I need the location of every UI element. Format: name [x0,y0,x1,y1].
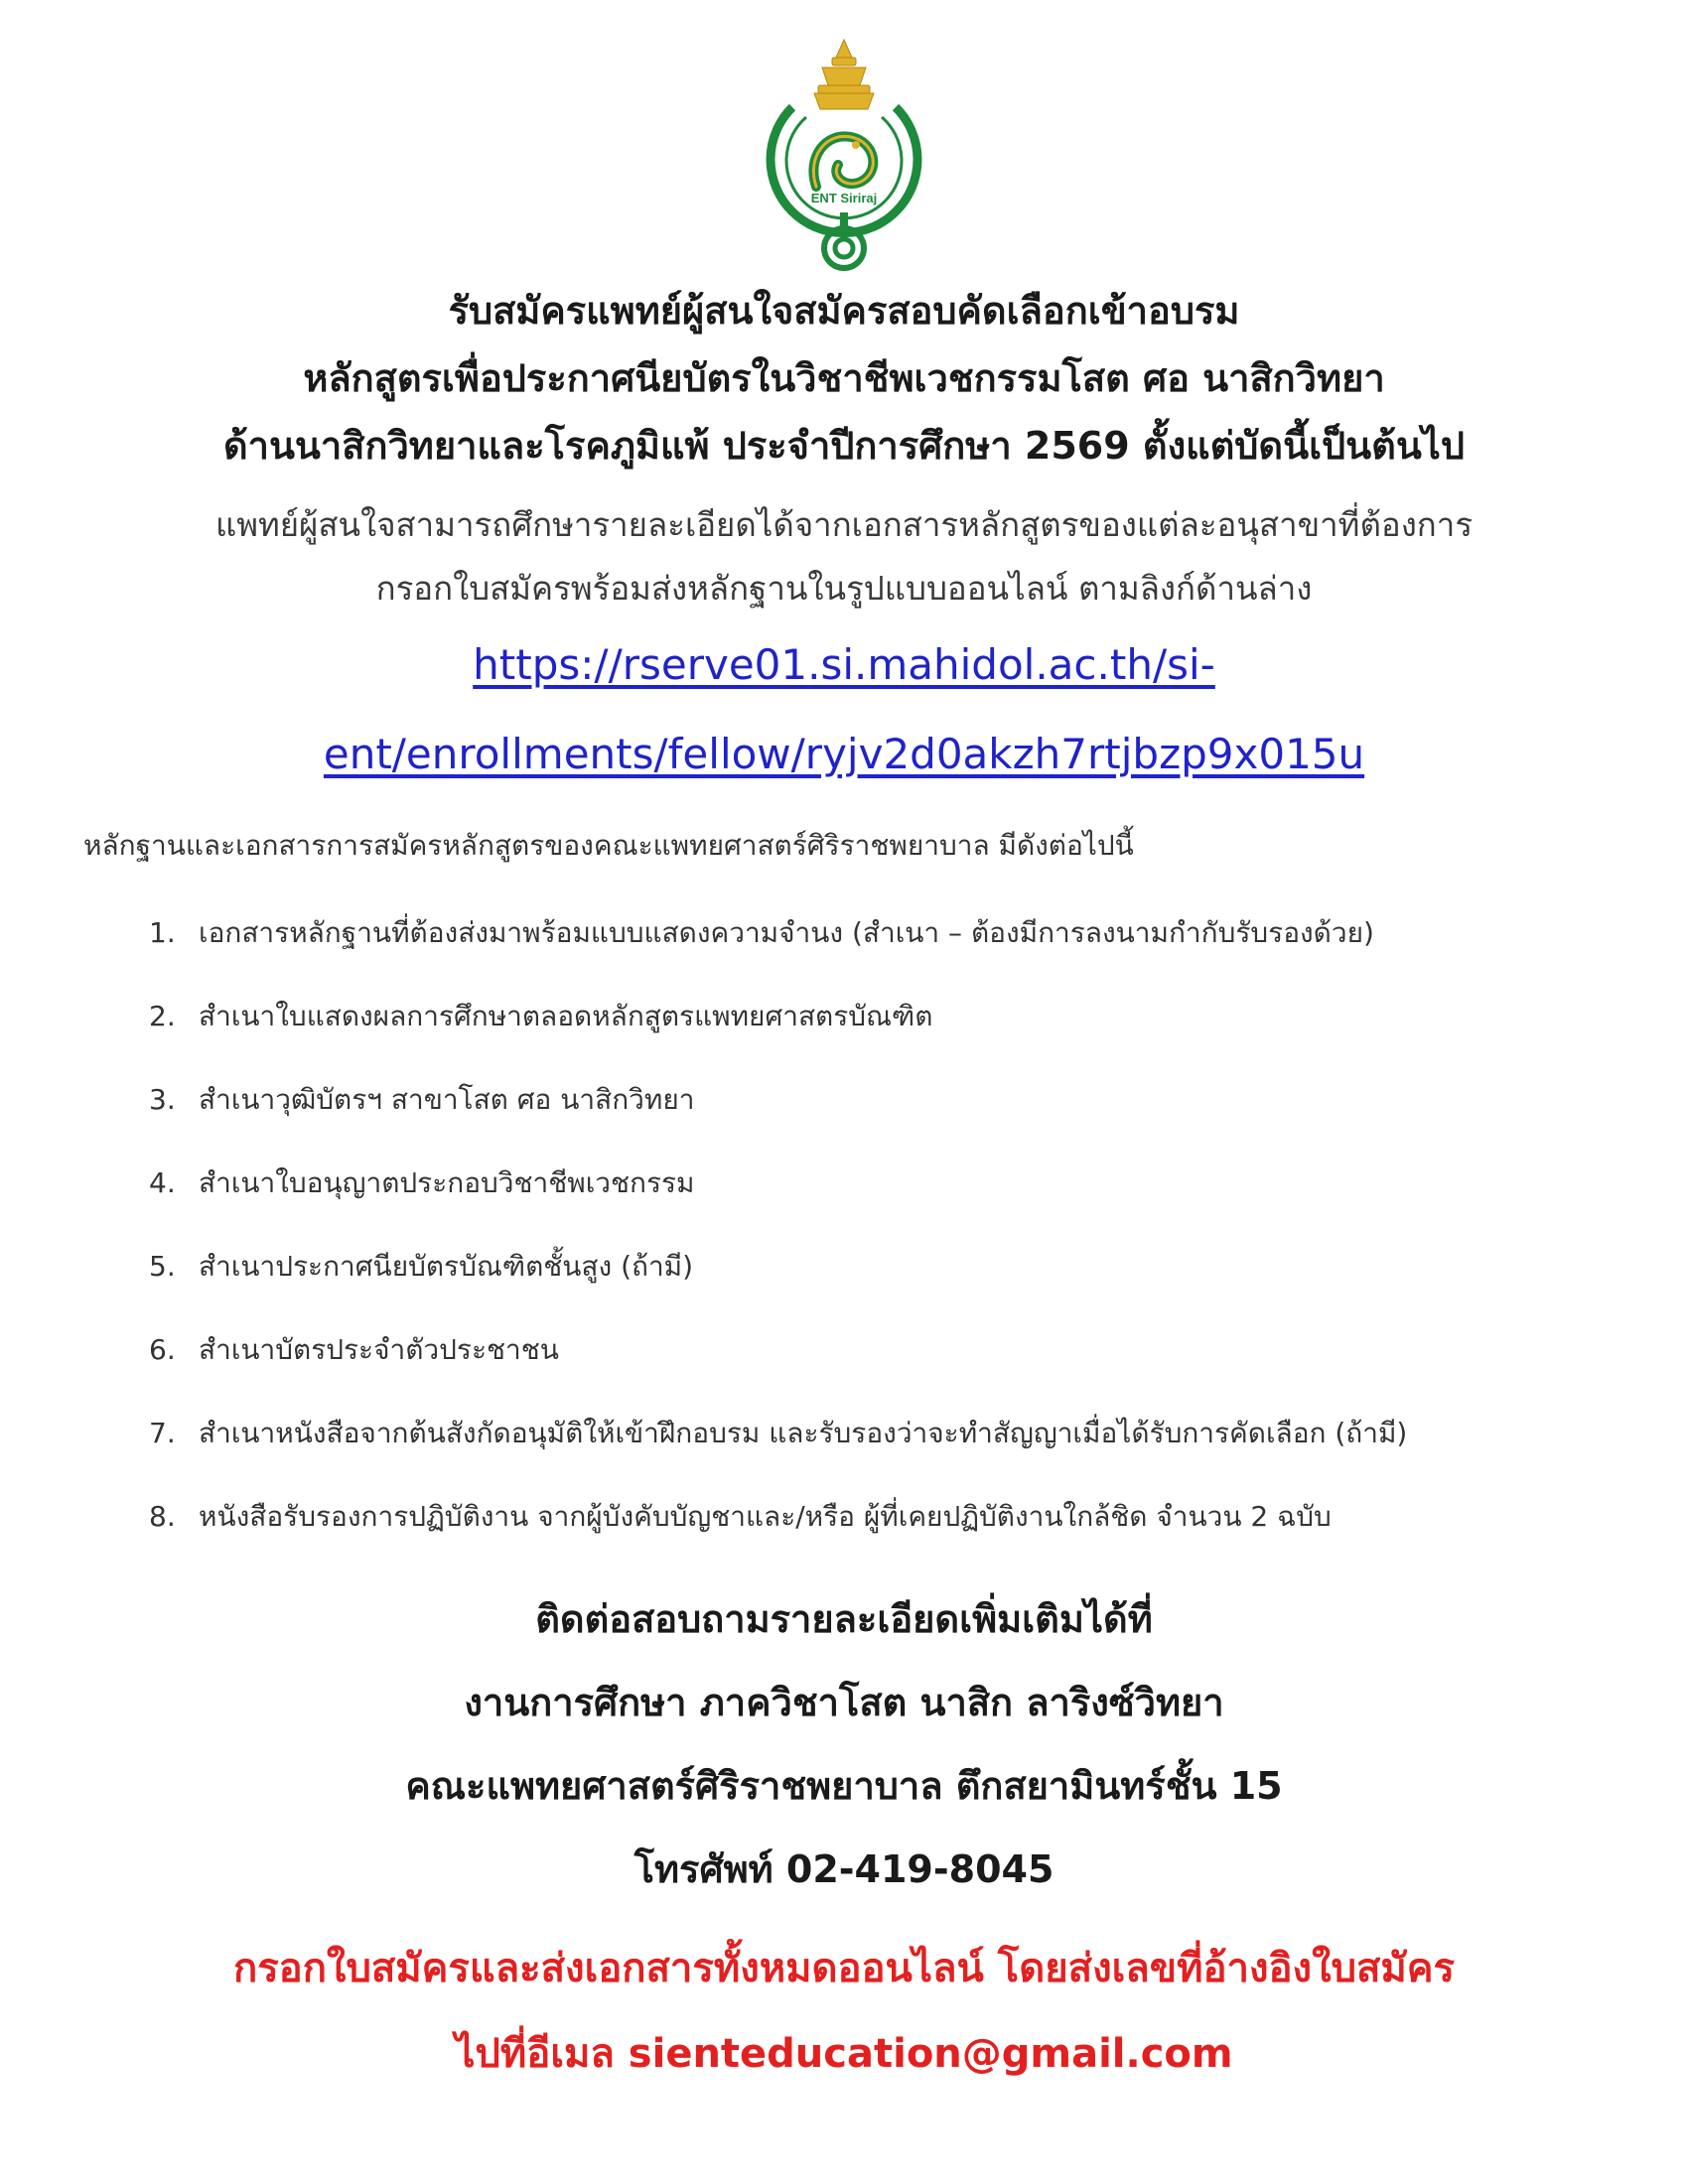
application-link-line-2-wrap [0,730,1688,778]
notice-email: ไปที่อีเมล sienteducation@gmail.com [455,2031,1233,2077]
application-link-line-1-wrap [0,640,1688,689]
contact-line-1: ติดต่อสอบถามรายละเอียดเพิ่มเติมได้ที่ [535,1597,1153,1641]
naga-emblem [813,136,873,187]
list-item: 8. หนังสือรับรองการปฏิบัติงาน จากผู้บังคับบัญชาและ/หรือ ผู้ที่เคยปฏิบัติงานใกล้ชิด จำนวน 2 ฉบับ [149,1500,1332,1533]
subheading-line-1: แพทย์ผู้สนใจสามารถศึกษารายละเอียดได้จากเอกสารหลักสูตรของแต่ละอนุสาขาที่ต้องการ [214,505,1474,544]
list-item: 1. เอกสารหลักฐานที่ต้องส่งมาพร้อมแบบแสดงความจำนง (สำเนา – ต้องมีการลงนามกำกับรับรองด้วย) [149,916,1374,949]
application-link-line-1[interactable]: https://rserve01.si.mahidol.ac.th/si- [473,640,1215,689]
subheading-line-2: กรอกใบสมัครพร้อมส่งหลักฐานในรูปแบบออนไลน์ ตามลิงก์ด้านล่าง [375,569,1313,608]
notice-line-1: กรอกใบสมัครและส่งเอกสารทั้งหมดออนไลน์ โดยส่งเลขที่อ้างอิงใบสมัคร [232,1946,1456,1991]
heading-line-3: ด้านนาสิกวิทยาและโรคภูมิแพ้ ประจำปีการศึกษา 2569 ตั้งแต่บัดนี้เป็นต้นไป [222,424,1466,468]
list-item: 6. สำเนาบัตรประจำตัวประชาชน [149,1333,559,1366]
contact-line-2: งานการศึกษา ภาควิชาโสต นาสิก ลาริงซ์วิทยา [464,1681,1224,1724]
crown-icon [814,40,874,109]
list-item: 5. สำเนาประกาศนียบัตรบัณฑิตชั้นสูง (ถ้ามี) [149,1250,694,1283]
list-item: 3. สำเนาวุฒิบัตรฯ สาขาโสต ศอ นาสิกวิทยา [149,1083,695,1116]
ent-siriraj-logo [757,38,931,272]
application-link-line-2[interactable]: ent/enrollments/fellow/ryjv2d0akzh7rtjbzp9x015u [323,730,1365,778]
list-item: 7. สำเนาหนังสือจากต้นสังกัดอนุมัติให้เข้าฝึกอบรม และรับรองว่าจะทำสัญญาเมื่อได้รับการคัดเลือก (ถ้ามี) [149,1417,1408,1449]
heading-line-2: หลักสูตรเพื่อประกาศนียบัตรในวิชาชีพเวชกรรมโสต ศอ นาสิกวิทยา [303,356,1385,400]
documents-intro: หลักฐานและเอกสารการสมัครหลักสูตรของคณะแพทยศาสตร์ศิริราชพยาบาล มีดังต่อไปนี้ [83,829,1134,862]
list-item: 2. สำเนาใบแสดงผลการศึกษาตลอดหลักสูตรแพทยศาสตรบัณฑิต [149,1000,933,1032]
contact-line-3: คณะแพทยศาสตร์ศิริราชพยาบาล ตึกสยามินทร์ชั้น 15 [405,1764,1283,1808]
contact-phone: โทรศัพท์ 02-419-8045 [633,1847,1055,1891]
list-item: 4. สำเนาใบอนุญาตประกอบวิชาชีพเวชกรรม [149,1166,695,1199]
logo-caption: ENT Siriraj [810,191,878,205]
heading-line-1: รับสมัครแพทย์ผู้สนใจสมัครสอบคัดเลือกเข้าอบรม [448,289,1240,333]
